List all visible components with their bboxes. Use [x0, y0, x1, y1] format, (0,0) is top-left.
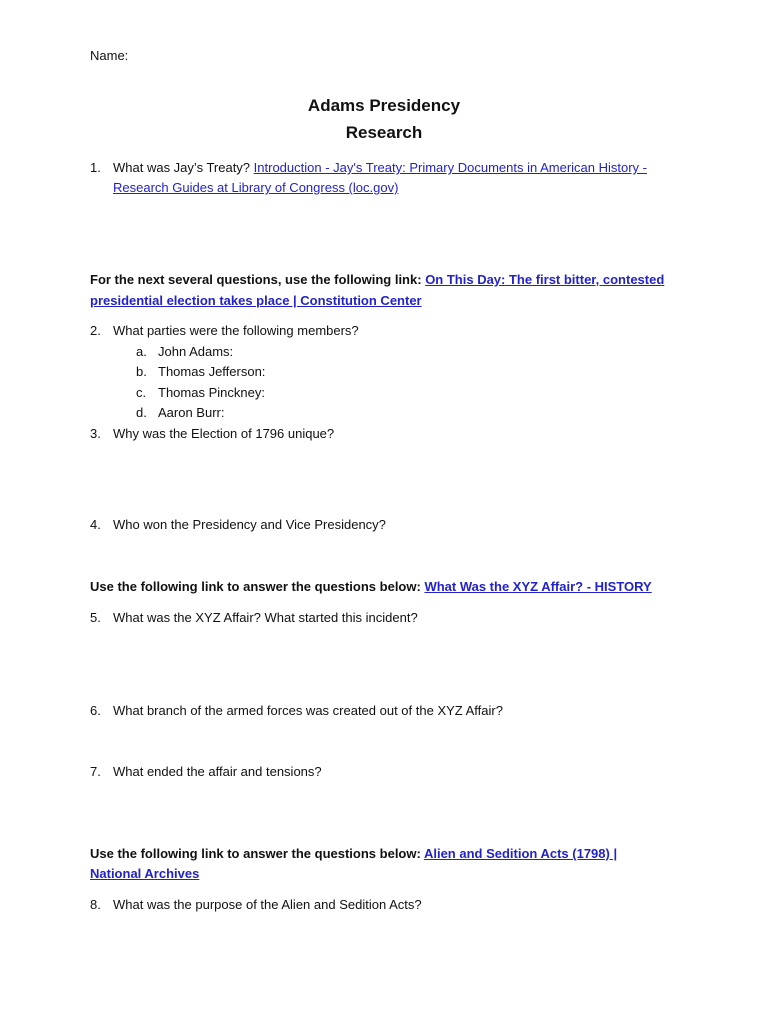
jays-treaty-link[interactable]: Introduction - Jay's Treaty: Primary Documents in American History -: [253, 160, 647, 175]
question-number: 1.: [90, 160, 101, 175]
section-1-line1: [90, 270, 664, 290]
question-number: 6.: [90, 703, 101, 718]
section-instruction: Use the following link to answer the questions below:: [90, 579, 421, 594]
section-3-line1: [90, 844, 617, 864]
name-label: Name:: [90, 48, 129, 63]
section-2-intro: [90, 577, 652, 597]
subitem-letter: b.: [136, 364, 147, 379]
question-text: What ended the affair and tensions?: [113, 764, 322, 779]
question-number: 4.: [90, 517, 101, 532]
question-1-line2: [113, 178, 398, 198]
subitem-letter: a.: [136, 344, 147, 359]
section-instruction: For the next several questions, use the following link:: [90, 272, 422, 287]
constitution-center-link-cont[interactable]: presidential election takes place | Constitution Center: [90, 293, 422, 308]
xyz-affair-link[interactable]: What Was the XYZ Affair? - HISTORY: [424, 579, 652, 594]
subitem-text: John Adams:: [158, 344, 234, 359]
question-text: What was the XYZ Affair? What started this incident?: [113, 610, 418, 625]
question-text: Who won the Presidency and Vice Presidency?: [113, 517, 386, 532]
subitem-text: Aaron Burr:: [158, 405, 225, 420]
section-instruction: Use the following link to answer the questions below:: [90, 846, 421, 861]
alien-sedition-link-cont[interactable]: National Archives: [90, 866, 200, 881]
question-text: What was Jay’s Treaty?: [113, 160, 251, 175]
subitem-text: Thomas Pinckney:: [158, 385, 265, 400]
page-subtitle: Research: [345, 123, 423, 142]
jays-treaty-link-cont[interactable]: Research Guides at Library of Congress (loc.gov): [113, 180, 399, 195]
alien-sedition-link[interactable]: Alien and Sedition Acts (1798) |: [423, 846, 618, 861]
question-number: 5.: [90, 610, 101, 625]
question-number: 8.: [90, 897, 101, 912]
page-title: Adams Presidency: [307, 96, 461, 115]
question-number: 2.: [90, 323, 101, 338]
question-text: What parties were the following members?: [113, 323, 359, 338]
section-1-line2: [90, 291, 422, 311]
subitem-letter: d.: [136, 405, 147, 420]
constitution-center-link[interactable]: On This Day: The first bitter, contested: [425, 272, 665, 287]
subitem-letter: c.: [136, 385, 147, 400]
question-text: What branch of the armed forces was created out of the XYZ Affair?: [113, 703, 503, 718]
question-text: What was the purpose of the Alien and Sedition Acts?: [113, 897, 422, 912]
question-text: Why was the Election of 1796 unique?: [113, 426, 335, 441]
subitem-text: Thomas Jefferson:: [158, 364, 266, 379]
question-number: 3.: [90, 426, 101, 441]
question-number: 7.: [90, 764, 101, 779]
question-1-line1: [113, 158, 647, 178]
section-3-line2: [90, 864, 199, 884]
